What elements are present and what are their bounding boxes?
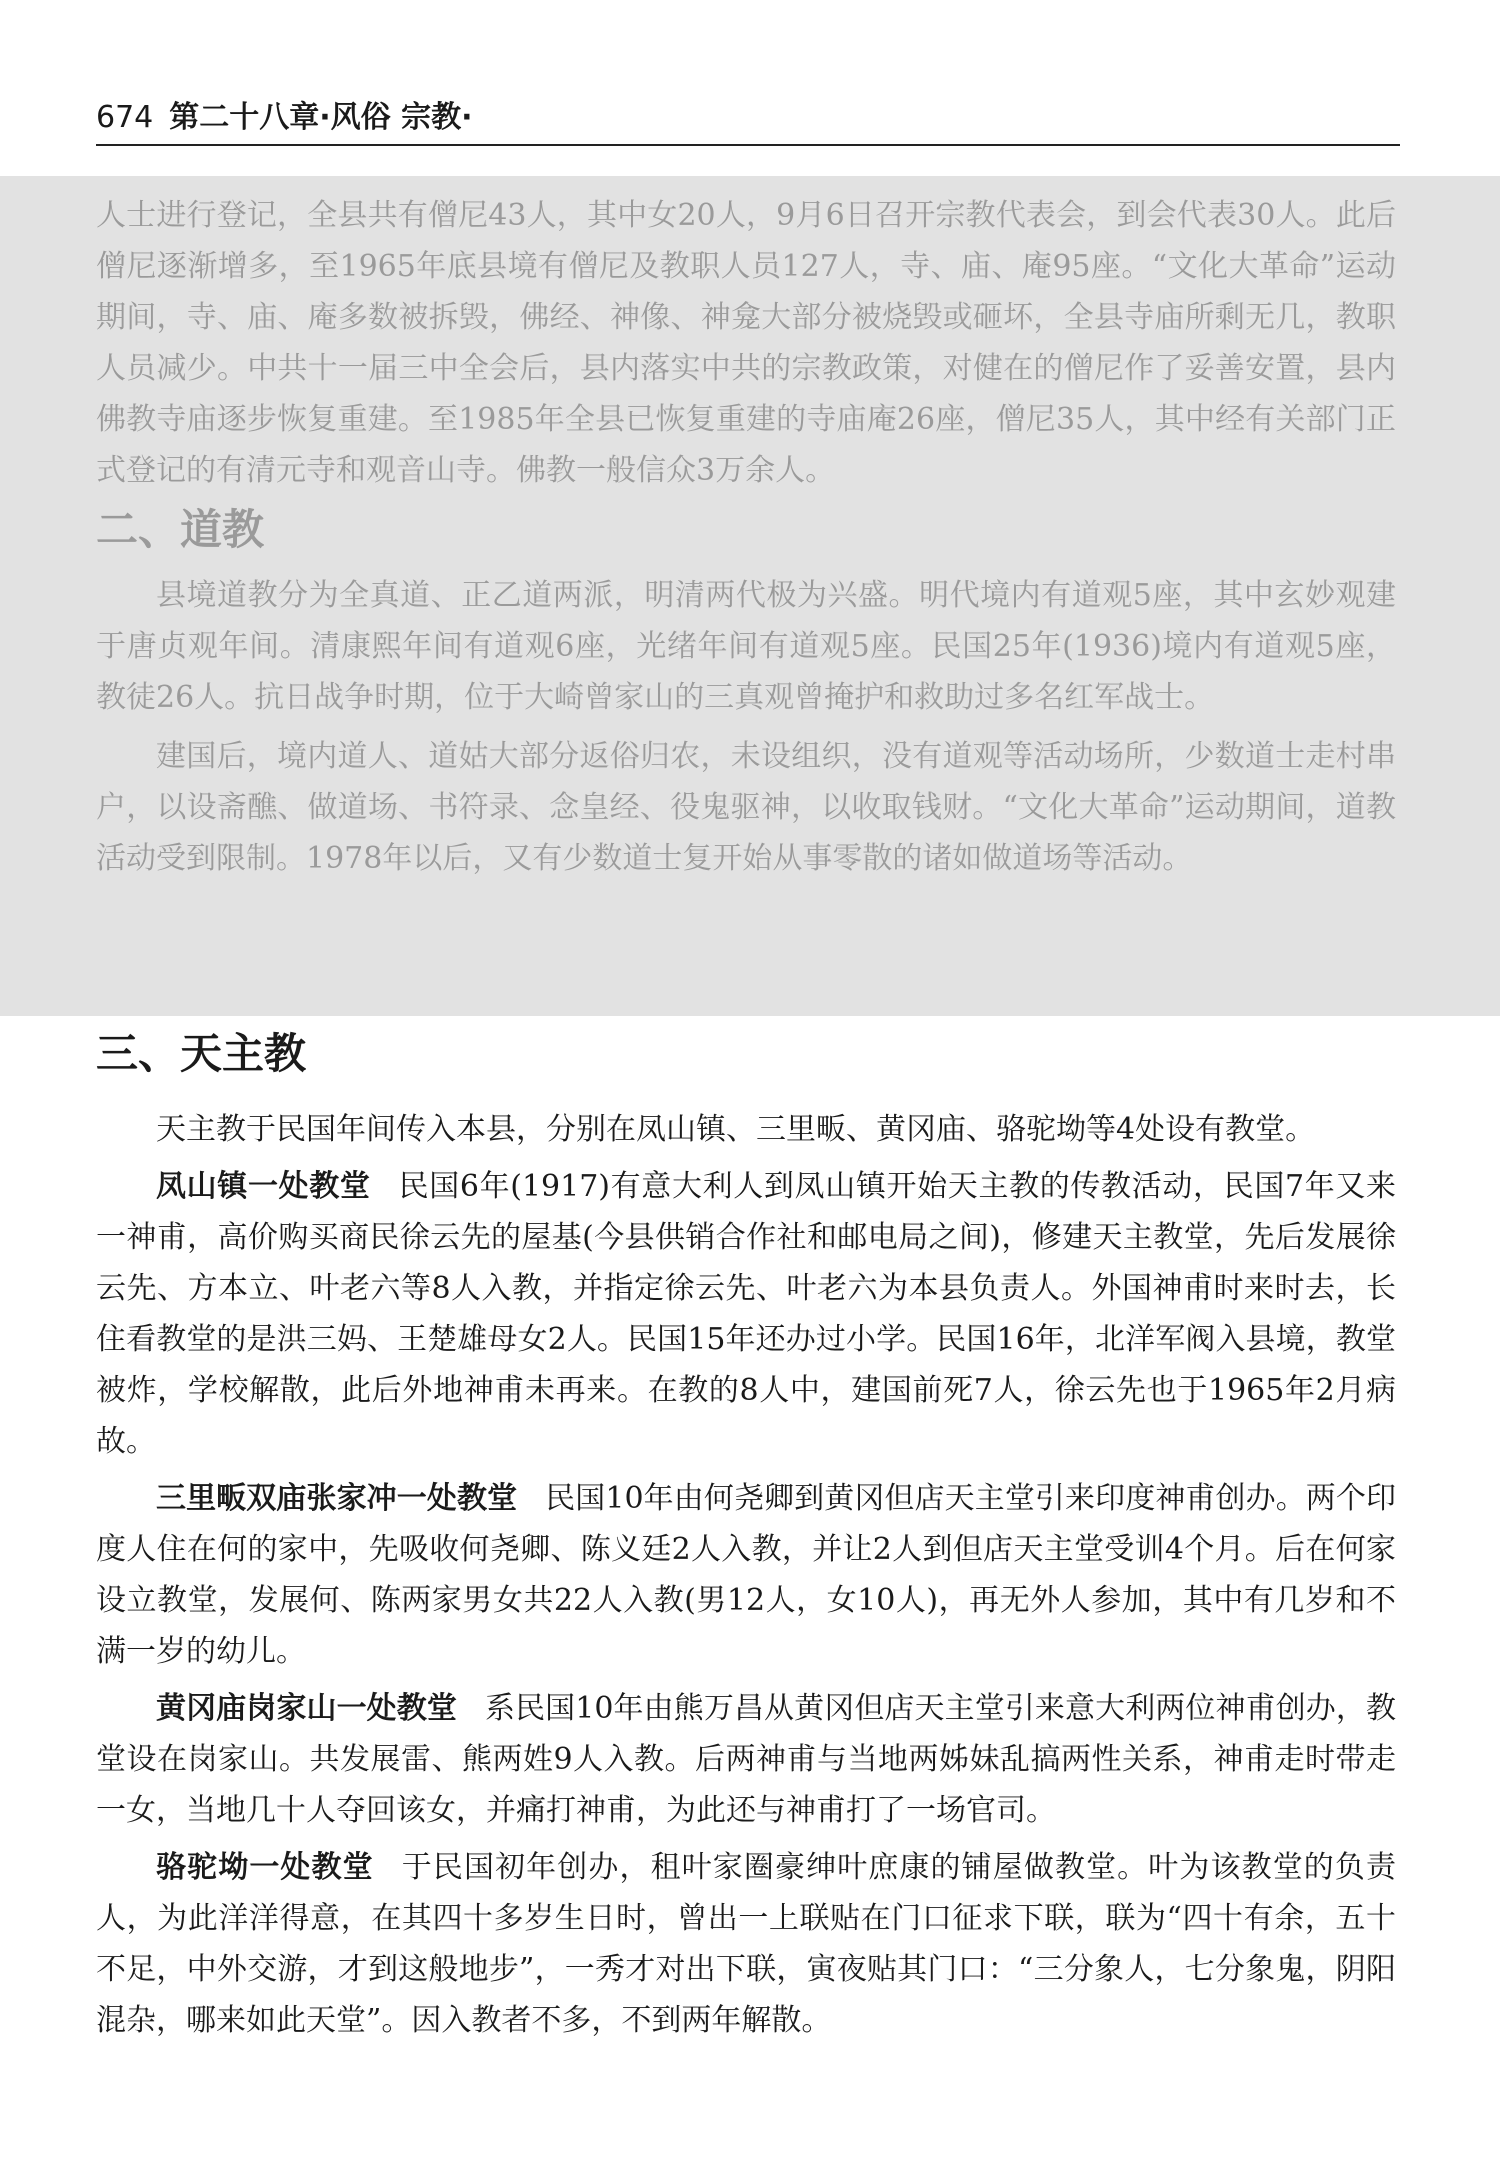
church-item-text: 民国10年由何尧卿到黄冈但店天主堂引来印度神甫创办。两个印度人住在何的家中，先吸收何尧卿、陈义廷2人入教，并让2人到但店天主堂受训4个月。后在何家设立教堂，发展何、陈两家男女共22人入教(男12人，女10人)，再无外人参加，其中有几岁和不满一岁的幼儿。 bbox=[96, 1481, 1396, 1669]
church-item-sanlifan bbox=[96, 1473, 1396, 1677]
buddhism-paragraph: 人士进行登记，全县共有僧尼43人，其中女20人，9月6日召开宗教代表会，到会代表30人。此后僧尼逐渐增多，至1965年底县境有僧尼及教职人员127人，寺、庙、庵95座。“文化大革命”运动期间，寺、庙、庵多数被拆毁，佛经、神像、神龛大部分被烧毁或砸坏，全县寺庙所剩无几，教职人员减少。中共十一届三中全会后，县内落实中共的宗教政策，对健在的僧尼作了妥善安置，县内佛教寺庙逐步恢复重建。至1985年全县已恢复重建的寺庙庵26座，僧尼35人，其中经有关部门正式登记的有清元寺和观音山寺。佛教一般信众3万余人。 bbox=[96, 198, 1396, 488]
section-title-taoism: 二、道教 bbox=[96, 505, 265, 554]
catholic-section bbox=[96, 1024, 1396, 2046]
church-item-text: 民国6年(1917)有意大利人到凤山镇开始天主教的传教活动，民国7年又来一神甫，高价购买商民徐云先的屋基(今县供销合作社和邮电局之间)，修建天主教堂，先后发展徐云先、方本立、叶老六等8人入教，并指定徐云先、叶老六为本县负责人。外国神甫时来时去，长住看教堂的是洪三妈、王楚雄母女2人。民国15年还办过小学。民国16年，北洋军阀入县境，教堂被炸，学校解散，此后外地神甫未再来。在教的8人中，建国前死7人，徐云先也于1965年2月病故。 bbox=[96, 1169, 1397, 1459]
church-item-lead: 黄冈庙岗家山一处教堂 bbox=[156, 1691, 457, 1726]
taoism-paragraph-1: 县境道教分为全真道、正乙道两派，明清两代极为兴盛。明代境内有道观5座，其中玄妙观建于唐贞观年间。清康熙年间有道观6座，光绪年间有道观5座。民国25年(1936)境内有道观5座，教徒26人。抗日战争时期，位于大崎曾家山的三真观曾掩护和救助过多名红军战士。 bbox=[96, 578, 1396, 715]
church-item-luotuoao bbox=[96, 1842, 1396, 2046]
catholic-intro: 天主教于民国年间传入本县，分别在凤山镇、三里畈、黄冈庙、骆驼坳等4处设有教堂。 bbox=[156, 1112, 1316, 1147]
church-item-lead: 三里畈双庙张家冲一处教堂 bbox=[156, 1481, 518, 1516]
section-title-catholicism: 三、天主教 bbox=[96, 1029, 307, 1078]
page-header bbox=[96, 98, 1400, 146]
taoism-paragraph-2: 建国后，境内道人、道姑大部分返俗归农，未设组织，没有道观等活动场所，少数道士走村串户，以设斋醮、做道场、书符录、念皇经、役鬼驱神，以收取钱财。“文化大革命”运动期间，道教活动受到限制。1978年以后，又有少数道士复开始从事零散的诸如做道场等活动。 bbox=[96, 739, 1396, 876]
chapter-title: 第二十八章·风俗 宗教· bbox=[169, 100, 473, 135]
shaded-region bbox=[0, 176, 1500, 1016]
page-number: 674 bbox=[96, 100, 154, 135]
church-item-lead: 骆驼坳一处教堂 bbox=[156, 1850, 374, 1885]
church-item-text: 于民国初年创办，租叶家圈豪绅叶庶康的铺屋做教堂。叶为该教堂的负责人，为此洋洋得意，在其四十多岁生日时，曾出一上联贴在门口征求下联，联为“四十有余，五十不足，中外交游，才到这般地步”，一秀才对出下联，寅夜贴其门口：“三分象人，七分象鬼，阴阳混杂，哪来如此天堂”。因入教者不多，不到两年解散。 bbox=[96, 1850, 1397, 2038]
church-item-text: 系民国10年由熊万昌从黄冈但店天主堂引来意大利两位神甫创办，教堂设在岗家山。共发展雷、熊两姓9人入教。后两神甫与当地两姊妹乱搞两性关系，神甫走时带走一女，当地几十人夺回该女，并痛打神甫，为此还与神甫打了一场官司。 bbox=[96, 1691, 1396, 1828]
church-item-huanggangmiao bbox=[96, 1683, 1396, 1836]
church-item-lead: 凤山镇一处教堂 bbox=[156, 1169, 371, 1204]
church-item-fengshan bbox=[96, 1161, 1396, 1467]
shaded-content bbox=[96, 190, 1396, 884]
